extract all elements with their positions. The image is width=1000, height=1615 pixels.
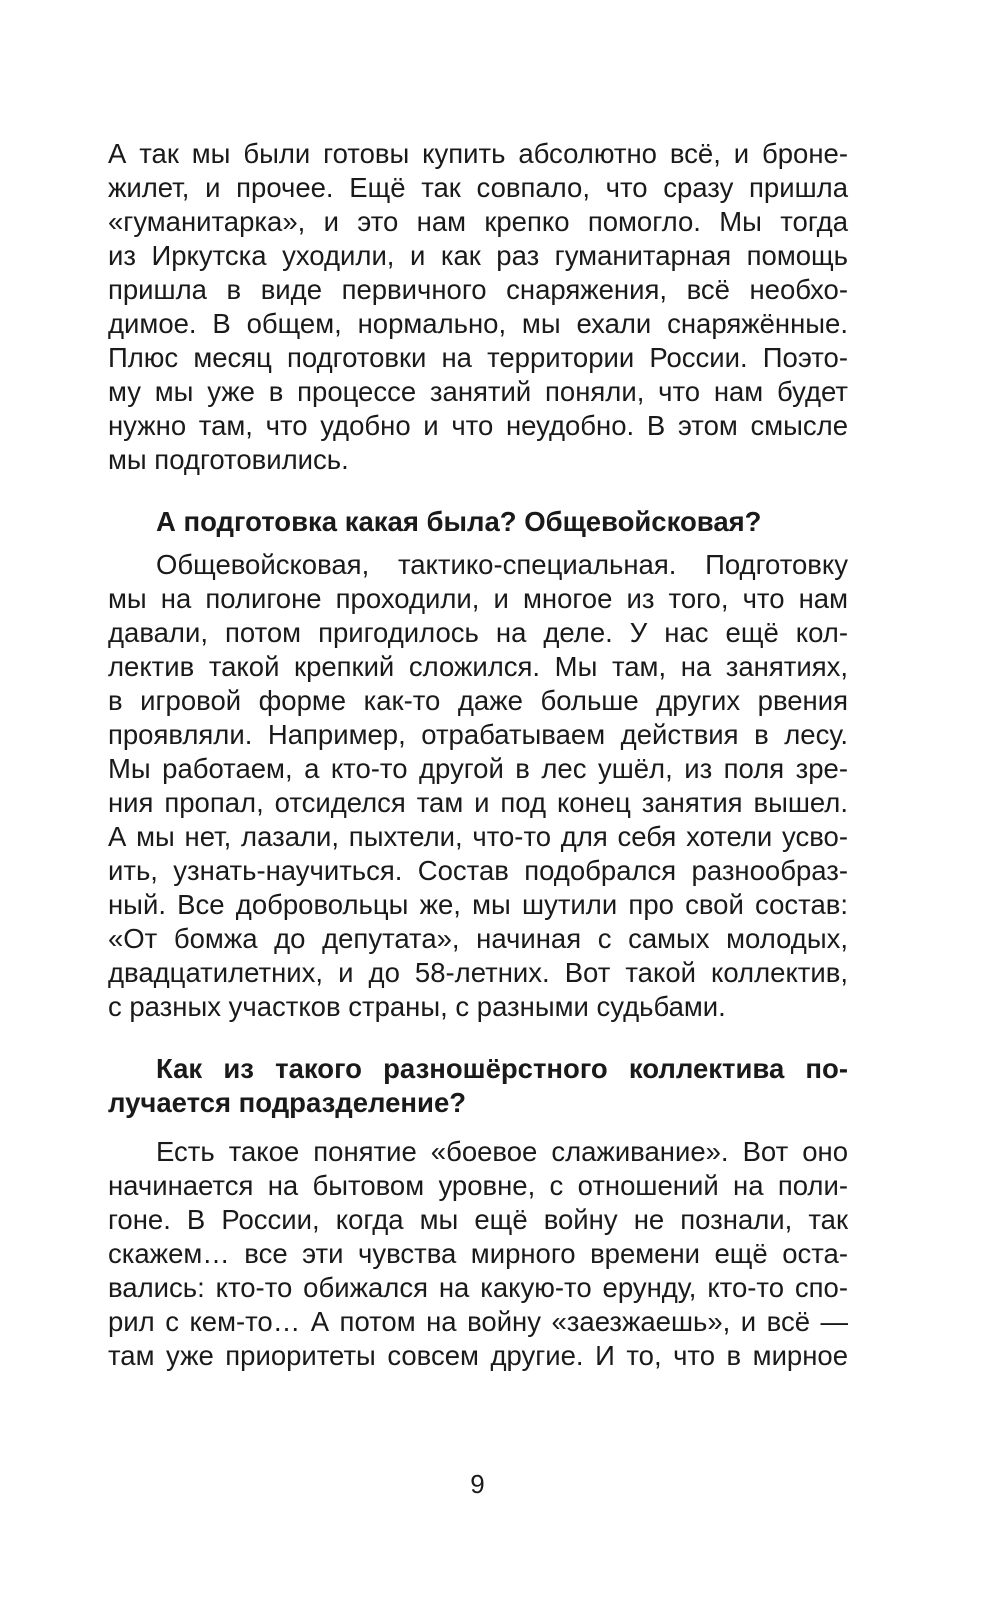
text-line: с разных участков страны, с разными судьбами. [108, 991, 726, 1022]
text-line: димое. В общем, нормально, мы ехали снаряжённые. [108, 308, 848, 339]
text-line: Плюс месяц подготовки на территории России. Поэто- [108, 342, 848, 373]
text-line: «гуманитарка», и это нам крепко помогло. Мы тогда [108, 206, 848, 237]
text-line: начинается на бытовом уровне, с отношений на поли- [108, 1170, 848, 1201]
text-line: А мы нет, лазали, пыхтели, что-то для себя хотели усво- [108, 821, 848, 852]
text-line: А так мы были готовы купить абсолютно всё, и броне- [108, 138, 848, 169]
text-line: скажем… все эти чувства мирного времени ещё оста- [108, 1238, 848, 1269]
text-line: из Иркутска уходили, и как раз гуманитарная помощь [108, 240, 848, 271]
text-line: жилет, и прочее. Ещё так совпало, что сразу пришла [108, 172, 848, 203]
question-line: А подготовка какая была? Общевойсковая? [156, 506, 762, 537]
text-line: проявляли. Например, отрабатываем действия в лесу. [108, 719, 848, 750]
text-line: в игровой форме как-то даже больше других рвения [108, 685, 848, 716]
text-line: Общевойсковая, тактико-специальная. Подготовку [156, 549, 848, 580]
text-line: Мы работаем, а кто-то другой в лес ушёл, из поля зре- [108, 753, 848, 784]
text-line: двадцатилетних, и до 58-летних. Вот такой коллектив, [108, 957, 848, 988]
text-line: му мы уже в процессе занятий поняли, что нам будет [108, 376, 848, 407]
text-line: мы на полигоне проходили, и многое из того, что нам [108, 583, 848, 614]
text-line: мы подготовились. [108, 444, 349, 475]
text-line: нужно там, что удобно и что неудобно. В этом смысле [108, 410, 848, 441]
question-line: Как из такого разношёрстного коллектива по- [156, 1053, 848, 1084]
text-line: Есть такое понятие «боевое слаживание». Вот оно [156, 1136, 848, 1167]
text-line: лектив такой крепкий сложился. Мы там, на занятиях, [108, 651, 848, 682]
text-line: там уже приоритеты совсем другие. И то, что в мирное [108, 1340, 848, 1371]
text-line: ния пропал, отсиделся там и под конец занятия вышел. [108, 787, 848, 818]
text-line: «От бомжа до депутата», начиная с самых молодых, [108, 923, 848, 954]
page-number: 9 [470, 1469, 485, 1499]
question-line: лучается подразделение? [108, 1087, 467, 1118]
text-line: ный. Все добровольцы же, мы шутили про свой состав: [108, 889, 848, 920]
text-line: вались: кто-то обижался на какую-то ерунду, кто-то спо- [108, 1272, 848, 1303]
text-line: пришла в виде первичного снаряжения, всё необхо- [108, 274, 848, 305]
text-line: ить, узнать-научиться. Состав подобрался разнообраз- [108, 855, 848, 886]
text-line: рил с кем-то… А потом на войну «заезжаешь», и всё — [108, 1306, 848, 1337]
text-line: гоне. В России, когда мы ещё войну не познали, так [108, 1204, 848, 1235]
text-line: давали, потом пригодилось на деле. У нас ещё кол- [108, 617, 848, 648]
